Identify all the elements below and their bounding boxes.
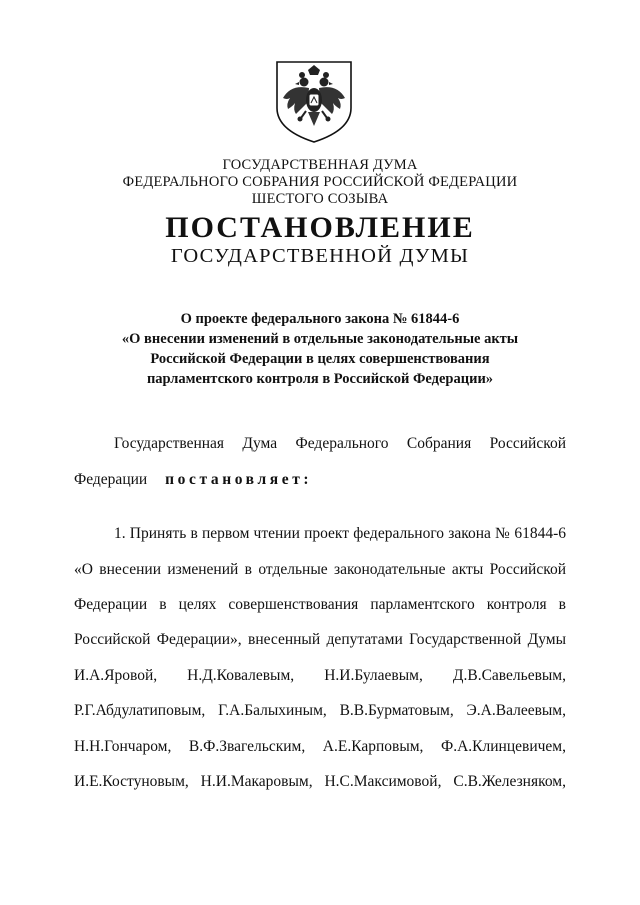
body-line-3: Федерации в целях совершенствования парламентского контроля в [74,596,566,613]
preamble-federation-word: Федерации [74,471,148,488]
preamble-line-2 [74,470,312,490]
subject-line-2: «О внесении изменений в отдельные законодательные акты [121,331,519,347]
document-type-title: ПОСТАНОВЛЕНИЕ [165,211,475,244]
org-line-1: ГОСУДАРСТВЕННАЯ ДУМА [222,157,418,173]
body-line-8: И.Е.Костуновым, Н.И.Макаровым, Н.С.Максимовой, С.В.Железняком, [74,773,566,790]
coat-of-arms-emblem [271,56,357,146]
org-line-3: ШЕСТОГО СОЗЫВА [251,191,389,207]
body-line-5: И.А.Яровой, Н.Д.Ковалевым, Н.И.Булаевым, Д.В.Савельевым, [74,667,566,684]
body-line-1: 1. Принять в первом чтении проект федерального закона № 61844-6 [114,525,566,542]
subject-line-1: О проекте федерального закона № 61844-6 [180,311,460,327]
subject-line-4: парламентского контроля в Российской Федерации» [146,371,494,387]
body-line-6: Р.Г.Абдулатиповым, Г.А.Балыхиным, В.В.Бурматовым, Э.А.Валеевым, [74,702,566,719]
subject-line-3: Российской Федерации в целях совершенствования [150,351,490,367]
org-line-2: ФЕДЕРАЛЬНОГО СОБРАНИЯ РОССИЙСКОЙ ФЕДЕРАЦИИ [122,174,518,190]
preamble-resolves-word: постановляет: [165,471,313,488]
body-line-7: Н.Н.Гончаром, В.Ф.Звагельским, А.Е.Карповым, Ф.А.Клинцевичем, [74,738,566,755]
body-line-4: Российской Федерации», внесенный депутатами Государственной Думы [74,631,566,648]
body-line-2: «О внесении изменений в отдельные законодательные акты Российской [74,561,566,578]
document-subtitle: ГОСУДАРСТВЕННОЙ ДУМЫ [170,245,470,267]
preamble-line-1: Государственная Дума Федерального Собрания Российской [114,435,566,452]
